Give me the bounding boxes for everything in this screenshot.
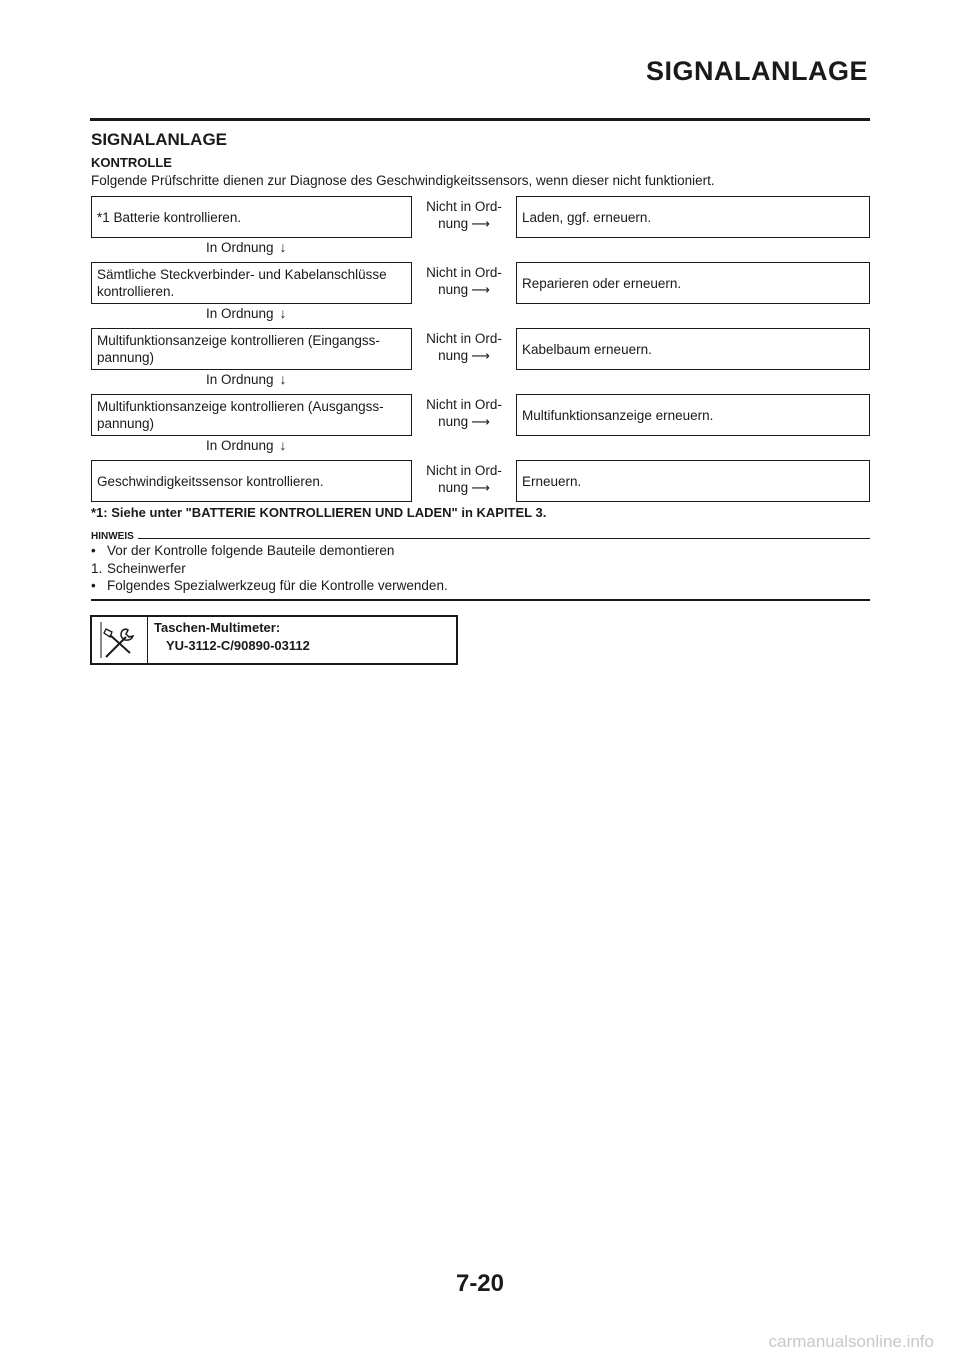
page-number: 7-20 [455, 1270, 505, 1297]
arrow-down-icon: ↓ [279, 371, 287, 387]
bullet-marker: • [91, 578, 96, 593]
action-text: Multifunktionsanzeige erneuern. [522, 407, 714, 423]
check-text: Sämtliche Steckverbinder- und Kabelanschlüsse [97, 267, 387, 282]
check-box-2 [91, 262, 412, 304]
check-box-4 [91, 394, 412, 436]
action-box-1 [516, 196, 870, 238]
ok-label [206, 305, 287, 321]
not-ok-line-1: Nicht in Ord- [426, 331, 502, 346]
not-ok-line-1: Nicht in Ord- [426, 265, 502, 280]
note-item [91, 578, 448, 593]
ok-text: In Ordnung [206, 372, 274, 387]
note-item [91, 561, 186, 576]
header-rule [90, 118, 870, 121]
check-text: *1 Batterie kontrollieren. [97, 209, 242, 225]
check-text: pannung) [97, 416, 155, 431]
ok-label [206, 437, 287, 453]
note-text: Folgendes Spezialwerkzeug für die Kontrolle verwenden. [107, 578, 448, 593]
watermark: carmanualsonline.info [768, 1332, 934, 1351]
ok-text: In Ordnung [206, 306, 274, 321]
ok-text: In Ordnung [206, 240, 274, 255]
special-tool-box [90, 615, 458, 665]
not-ok-line-1: Nicht in Ord- [426, 397, 502, 412]
arrow-right-icon: ⟶ [471, 480, 490, 495]
header-title: SIGNALANLAGE [646, 56, 868, 86]
action-text: Kabelbaum erneuern. [522, 341, 652, 357]
arrow-right-icon: ⟶ [471, 216, 490, 231]
action-text: Laden, ggf. erneuern. [522, 209, 652, 225]
not-ok-label [414, 264, 514, 298]
check-box-3 [91, 328, 412, 370]
check-text: Multifunktionsanzeige kontrollieren (Eingangss- [97, 333, 380, 348]
number-marker: 1. [91, 561, 103, 576]
not-ok-line-2: nung [438, 216, 469, 231]
note-text: Scheinwerfer [107, 561, 186, 576]
not-ok-line-2: nung [438, 282, 469, 297]
wrench-screwdriver-icon [92, 617, 148, 663]
check-text: kontrollieren. [97, 284, 175, 299]
footnote: *1: Siehe unter "BATTERIE KONTROLLIEREN UND LADEN" in KAPITEL 3. [91, 505, 547, 520]
arrow-down-icon: ↓ [279, 437, 287, 453]
action-box-4 [516, 394, 870, 436]
ok-label [206, 371, 287, 387]
not-ok-line-1: Nicht in Ord- [426, 463, 502, 478]
not-ok-line-2: nung [438, 480, 469, 495]
not-ok-line-2: nung [438, 348, 469, 363]
not-ok-line-1: Nicht in Ord- [426, 199, 502, 214]
not-ok-label [414, 198, 514, 232]
check-text: pannung) [97, 350, 155, 365]
action-box-2 [516, 262, 870, 304]
hinweis-label: HINWEIS [91, 531, 138, 542]
subsection-title: KONTROLLE [91, 155, 172, 170]
intro-text: Folgende Prüfschritte dienen zur Diagnose des Geschwindigkeitssensors, wenn dieser nicht funktioniert. [91, 173, 715, 188]
ok-label [206, 239, 287, 255]
check-box-1 [91, 196, 412, 238]
action-box-5 [516, 460, 870, 502]
tool-code: YU-3112-C/90890-03112 [166, 638, 310, 653]
arrow-down-icon: ↓ [279, 305, 287, 321]
check-text: Geschwindigkeitssensor kontrollieren. [97, 473, 324, 489]
not-ok-label [414, 396, 514, 430]
arrow-right-icon: ⟶ [471, 348, 490, 363]
not-ok-label [414, 330, 514, 364]
section-title: SIGNALANLAGE [91, 130, 227, 149]
note-text: Vor der Kontrolle folgende Bauteile demontieren [107, 543, 395, 558]
hinweis-end-rule [91, 599, 870, 601]
action-text: Erneuern. [522, 473, 582, 489]
arrow-right-icon: ⟶ [471, 414, 490, 429]
check-box-5 [91, 460, 412, 502]
action-text: Reparieren oder erneuern. [522, 275, 682, 291]
not-ok-line-2: nung [438, 414, 469, 429]
hinweis-rule [91, 538, 870, 539]
check-text: Multifunktionsanzeige kontrollieren (Ausgangss- [97, 399, 384, 414]
note-item [91, 543, 394, 558]
bullet-marker: • [91, 543, 96, 558]
not-ok-label [414, 462, 514, 496]
ok-text: In Ordnung [206, 438, 274, 453]
arrow-down-icon: ↓ [279, 239, 287, 255]
arrow-right-icon: ⟶ [471, 282, 490, 297]
action-box-3 [516, 328, 870, 370]
tool-name: Taschen-Multimeter: [154, 620, 281, 635]
